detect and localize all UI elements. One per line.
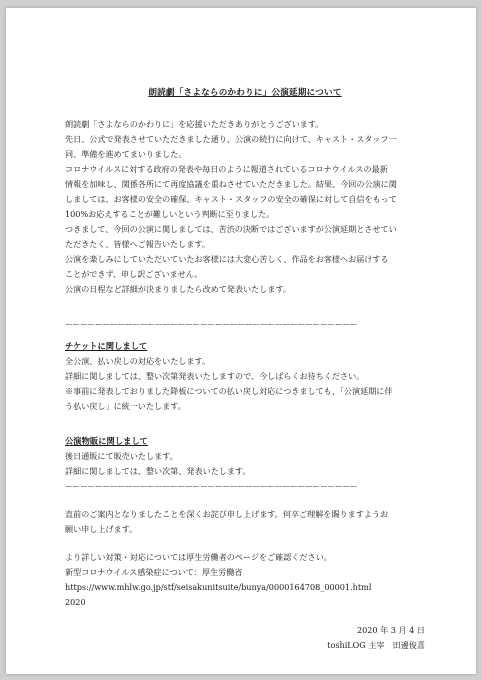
goods-line: 詳細に関しましては、整い次第、発表いたします。 (65, 466, 251, 476)
intro-line: ただきたく、皆様へご報告いたします。 (65, 239, 210, 249)
intro-line: 公演の日程など詳細が決まりましたら改めて発表いたします。 (65, 284, 291, 294)
apology-paragraph (65, 507, 425, 537)
reference-url: https://www.mhlw.go.jp/stf/seisakunitsuite/bunya/0000164708_00001.html (65, 582, 372, 592)
intro-line: ことができず、申し訳ございません。 (65, 269, 203, 279)
ticket-line: ※事前に発表しておりました降板についての払い戻し対応につきましても、「公演延期に伴 (65, 386, 393, 396)
intro-line: 公演を楽しみにしていただいていたお客様には大変心苦しく、作品をお客様へお届けする (65, 254, 389, 264)
ticket-section-body (65, 354, 425, 414)
intro-line: 100%お応えすることが難しいという判断に至りました。 (65, 209, 275, 219)
intro-paragraph (65, 117, 425, 297)
document-title: 朗読劇「さよならのかわりに」公演延期について (148, 88, 342, 98)
document-page (6, 8, 476, 674)
reference-line: 2020 (65, 597, 86, 607)
goods-section-heading: 公演物販に関しまして (65, 436, 148, 446)
reference-paragraph (65, 550, 425, 610)
ticket-line: 全公演、払い戻しの対応をいたします。 (65, 356, 211, 366)
goods-line: 後日通販にて販売いたします。 (65, 451, 178, 461)
intro-line: 同、準備を進めてまいりました。 (65, 149, 187, 159)
section-divider: ーーーーーーーーーーーーーーーーーーーーーーーーーーーーーーーーーーーーーーー (65, 320, 358, 329)
document-signature: toshiLOG 主宰 田邊俊喜 (327, 640, 425, 650)
section-divider: ーーーーーーーーーーーーーーーーーーーーーーーーーーーーーーーーーーーーーーー (65, 482, 358, 491)
intro-line: 情報を加味し、関係各所にて再度協議を重ねさせていただきました。結果、今回の公演に関 (65, 179, 397, 189)
document-date: 2020 年 3 月 4 日 (356, 625, 425, 635)
apology-line: 直前のご案内となりましたことを深くお詫び申し上げます。何卒ご理解を賜りますようお (65, 509, 389, 519)
intro-line: 先日、公式で発表させていただきました通り、公演の続行に向けて、キャスト・スタッフ一 (65, 134, 397, 144)
reference-line: 新型コロナウイルス感染症について：厚生労働省 (65, 567, 243, 577)
intro-line: しましては、お客様の安全の確保、キャスト・スタッフの安全の確保に対して自信をもって (65, 194, 397, 204)
closing-block (65, 623, 425, 653)
ticket-line: う払い戻し」に統一いたします。 (65, 401, 186, 411)
ticket-line: 詳細に関しましては、整い次第発表いたしますので、今しばらくお待ちください。 (65, 371, 365, 381)
intro-line: コロナウイルスに対する政府の発表や毎日のように報道されているコロナウイルスの最新 (65, 164, 388, 174)
document-body (65, 86, 425, 653)
reference-line: より詳しい対策・対応については厚生労働者のページをご確認ください。 (65, 552, 332, 562)
goods-section-body (65, 449, 425, 479)
intro-line: 朗読劇「さよならのかわりに」を応援いただきありがとうございます。 (65, 119, 324, 129)
ticket-section-heading: チケットに関しまして (65, 341, 148, 351)
intro-line: つきまして、今回の公演に関しましては、苦渋の決断ではございますが公演延期とさせてい (65, 224, 397, 234)
apology-line: 願い申し上げます。 (65, 524, 138, 534)
